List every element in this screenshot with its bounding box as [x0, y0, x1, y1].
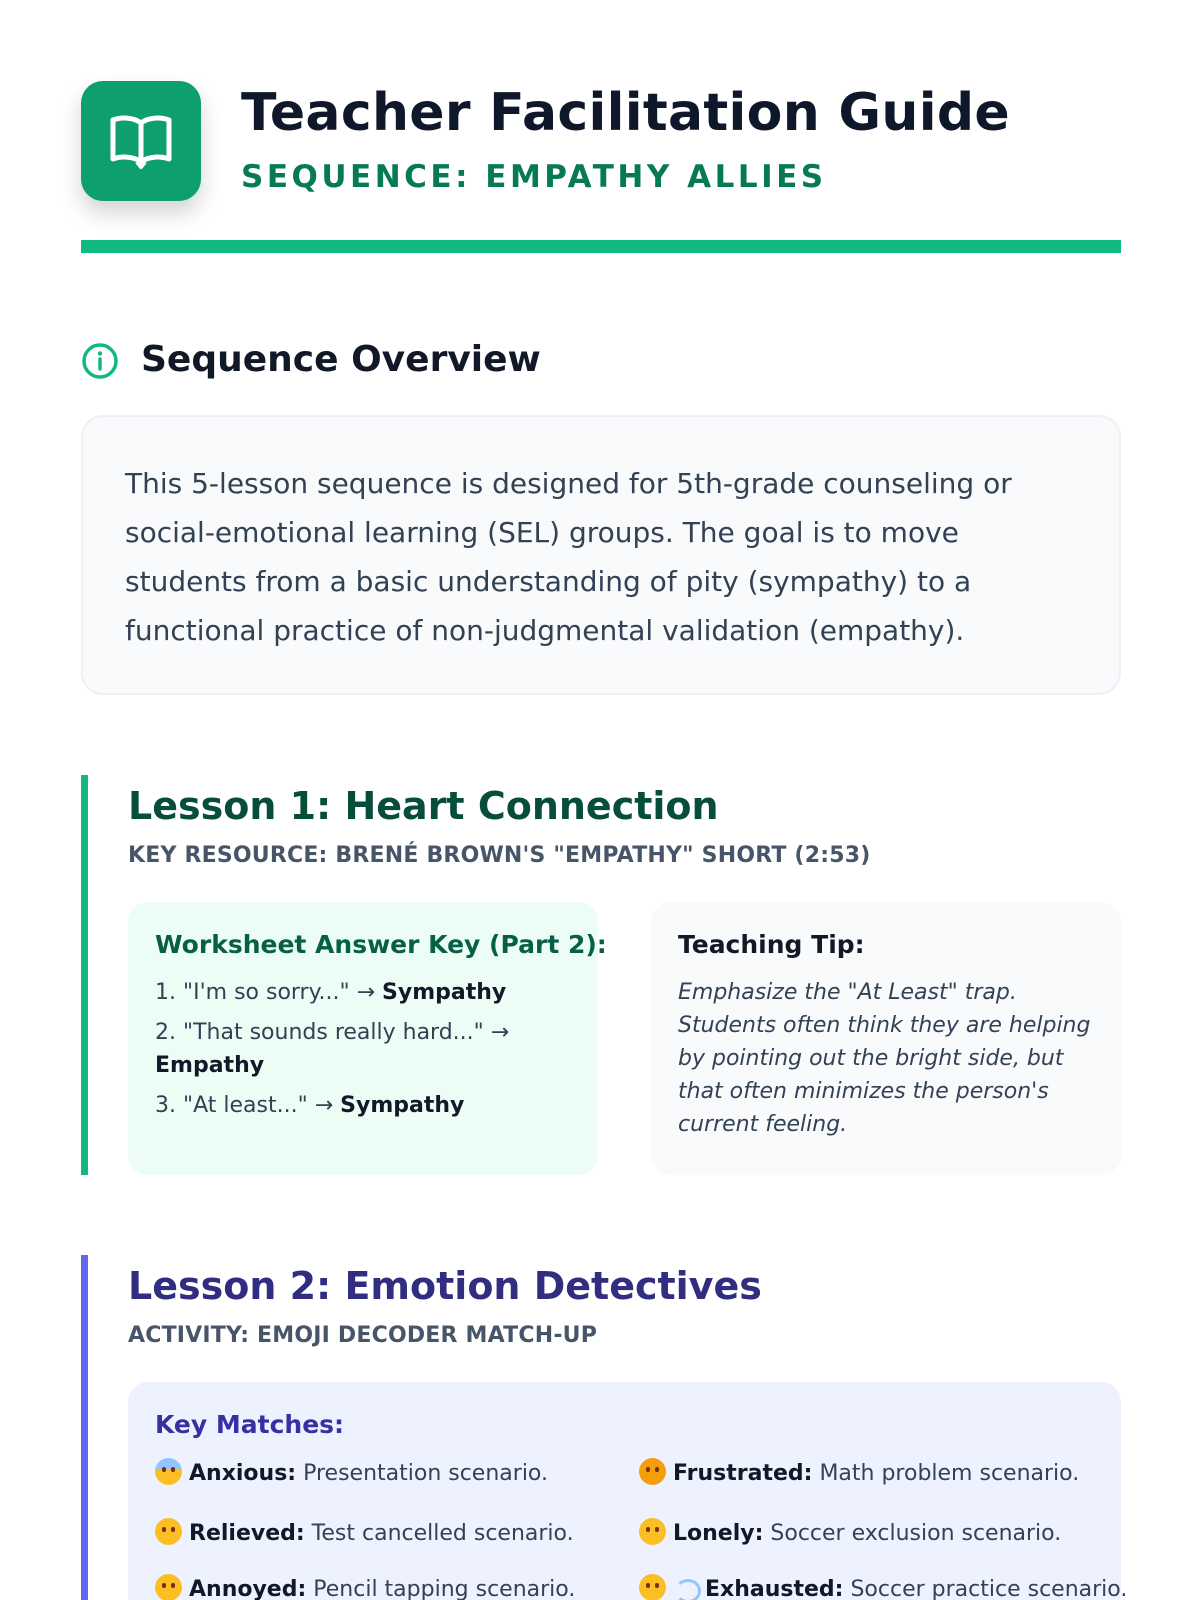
scenario-text: Soccer exclusion scenario. [770, 1521, 1062, 1546]
relieved-face-icon [155, 1518, 182, 1545]
anxious-face-icon [155, 1458, 182, 1485]
list-item [155, 1089, 578, 1122]
answer-key-heading: Worksheet Answer Key (Part 2): [155, 930, 607, 959]
emotion-label: Frustrated: [673, 1461, 813, 1486]
answer-value: Sympathy [340, 1093, 465, 1118]
lesson-1-section [81, 775, 1121, 1175]
answer-value: Empathy [155, 1053, 265, 1078]
emotion-label: Exhausted: [705, 1577, 844, 1600]
answer-key-list [155, 976, 578, 1122]
list-item [155, 1458, 548, 1490]
lesson-1-resource: KEY RESOURCE: BRENÉ BROWN'S "EMPATHY" SHORT (2:53) [128, 843, 871, 868]
scenario-text: Presentation scenario. [303, 1461, 548, 1486]
page-subtitle: SEQUENCE: EMPATHY ALLIES [241, 159, 827, 195]
lesson-2-activity: ACTIVITY: EMOJI DECODER MATCH-UP [128, 1323, 598, 1348]
overview-text: This 5-lesson sequence is designed for 5th-grade counseling or social-emotional learning (SEL) groups. The goal is to move students from a basic understanding of pity (sympathy) to a functional practice of non-judgmental validation (empathy). [125, 467, 1012, 647]
answer-prompt: 3. "At least..." → [155, 1093, 334, 1118]
answer-key-card [128, 902, 607, 1175]
exhausted-face-icon [639, 1574, 666, 1600]
scenario-text: Pencil tapping scenario. [313, 1577, 576, 1600]
scenario-text: Math problem scenario. [819, 1461, 1080, 1486]
list-item [639, 1458, 1079, 1490]
key-matches-card [128, 1382, 1128, 1600]
scenario-text: Test cancelled scenario. [311, 1521, 574, 1546]
logo-badge [81, 81, 201, 201]
lesson-1-accent-bar [81, 775, 88, 1175]
answer-value: Sympathy [382, 980, 507, 1005]
annoyed-face-icon [155, 1574, 182, 1600]
teaching-tip-card [651, 902, 1121, 1175]
key-matches-grid [155, 1458, 1128, 1600]
emotion-label: Relieved: [189, 1521, 305, 1546]
lesson-1-title: Lesson 1: Heart Connection [128, 784, 719, 828]
list-item [155, 1016, 578, 1082]
teaching-tip-heading: Teaching Tip: [678, 930, 865, 959]
answer-prompt: 1. "I'm so sorry..." → [155, 980, 376, 1005]
lesson-2-title: Lesson 2: Emotion Detectives [128, 1264, 762, 1308]
overview-card [81, 415, 1121, 695]
emotion-label: Anxious: [189, 1461, 297, 1486]
key-matches-heading: Key Matches: [155, 1410, 345, 1439]
header-divider [81, 240, 1121, 253]
list-item [155, 1574, 575, 1600]
answer-prompt: 2. "That sounds really hard..." → [155, 1020, 510, 1045]
lonely-face-icon [639, 1518, 666, 1545]
info-icon [81, 342, 119, 380]
emotion-label: Lonely: [673, 1521, 764, 1546]
wind-icon [673, 1576, 699, 1600]
emotion-label: Annoyed: [189, 1577, 307, 1600]
overview-heading: Sequence Overview [141, 339, 541, 380]
lesson-2-section [81, 1255, 1128, 1600]
teaching-tip-text: Emphasize the "At Least" trap. Students often think they are helping by pointing out the bright side, but that often minimizes the person's current feeling. [678, 980, 1091, 1137]
list-item [639, 1518, 1061, 1550]
lesson-2-accent-bar [81, 1255, 88, 1600]
open-book-icon [109, 111, 173, 171]
list-item [639, 1574, 1127, 1600]
page-header [81, 81, 1121, 201]
scenario-text: Soccer practice scenario. [850, 1577, 1128, 1600]
page-title: Teacher Facilitation Guide [241, 83, 1010, 143]
frustrated-face-icon [639, 1458, 666, 1485]
list-item [155, 976, 578, 1009]
list-item [155, 1518, 574, 1550]
